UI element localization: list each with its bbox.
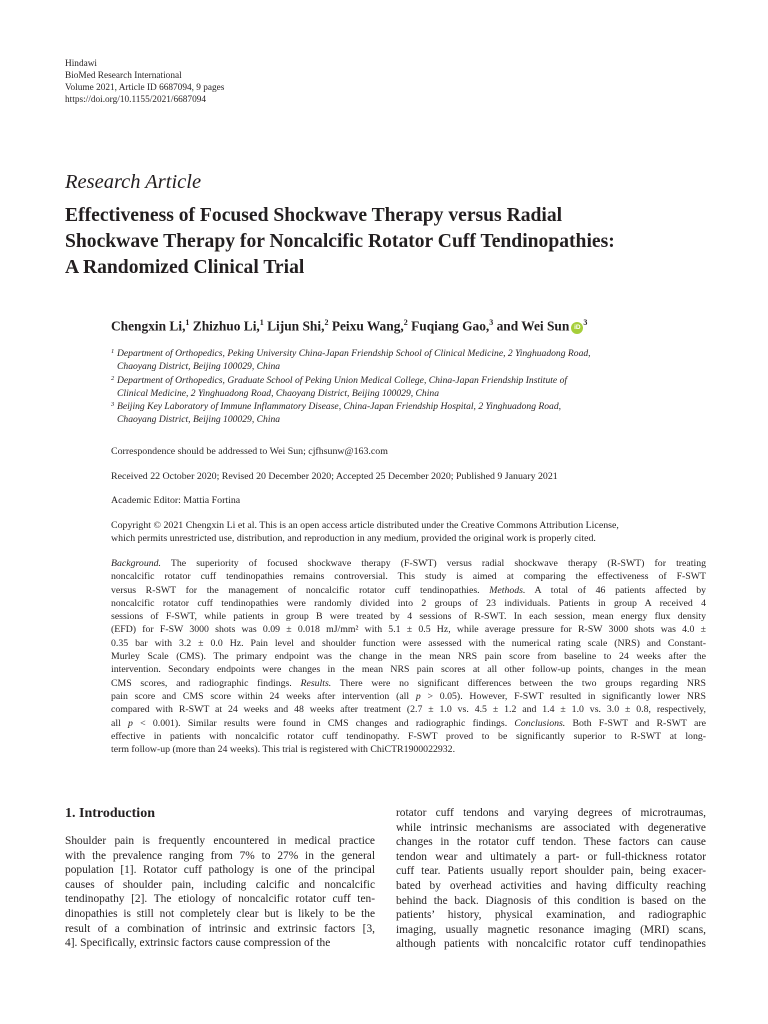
body-text-line: patients’ history, physical examination, and radiographic bbox=[396, 909, 706, 922]
body-text-line: behind the back. Diagnosis of this condition is based on the bbox=[396, 894, 706, 907]
affiliation-number: 3 bbox=[111, 401, 115, 409]
body-text-line: although patients with noncalcific rotator cuff tendinopathies bbox=[396, 938, 706, 951]
abstract bbox=[111, 557, 706, 756]
abstract-emphasis: Results. bbox=[300, 677, 332, 689]
body-column-right bbox=[396, 806, 706, 952]
title-line: Shockwave Therapy for Noncalcific Rotator Cuff Tendinopathies: bbox=[65, 231, 615, 252]
author-affil-sup: 1 bbox=[185, 318, 190, 327]
publication-dates: Received 22 October 2020; Revised 20 December 2020; Accepted 25 December 2020; Published 9 January 2021 bbox=[111, 471, 558, 482]
abstract-text: versus R-SWT for the management of noncalcific rotator cuff tendinopathies. bbox=[111, 584, 490, 596]
body-text-line: Shoulder pain is frequently encountered in medical practice bbox=[65, 835, 375, 847]
publisher-name: Hindawi bbox=[65, 59, 98, 69]
body-text-line: causes of shoulder pain, including calcific and noncalcific bbox=[65, 878, 375, 891]
article-title bbox=[65, 203, 725, 281]
copyright-notice bbox=[111, 519, 711, 546]
abstract-emphasis: Background. bbox=[111, 558, 161, 569]
affiliation-line: Department of Orthopedics, Peking University China-Japan Friendship School of Clinical Medicine, 2 Yinghuadong Road, bbox=[117, 348, 591, 359]
author-affil-sup: 2 bbox=[324, 318, 329, 327]
abstract-emphasis: p bbox=[415, 690, 421, 702]
copyright-line: which permits unrestricted use, distribution, and reproduction in any medium, provided the original work is properly cited. bbox=[111, 533, 596, 545]
author-name: Zhizhuo Li, bbox=[192, 318, 260, 334]
doi-link[interactable]: https://doi.org/10.1155/2021/6687094 bbox=[65, 95, 207, 105]
abstract-text: < 0.001). Similar results were found in CMS changes and radiographic findings. bbox=[132, 717, 515, 729]
body-text-line: tendon wear and ultimately a part- or full-thickness rotator bbox=[396, 850, 706, 863]
abstract-line bbox=[111, 650, 706, 663]
abstract-line bbox=[111, 717, 706, 730]
abstract-text: Both F-SWT and R-SWT are bbox=[565, 717, 706, 729]
abstract-text: sessions of F-SWT, while patients in group B were treated by 4 sessions of R-SWT. In each session, mean energy flux density bbox=[111, 611, 706, 623]
body-text-line: tendinopathy [2]. The etiology of noncalcific rotator cuff ten- bbox=[65, 893, 375, 906]
abstract-text: A total of 46 patients affected by bbox=[525, 584, 706, 596]
abstract-text: CMS scores, and radiographic findings. bbox=[111, 677, 301, 689]
article-type: Research Article bbox=[65, 171, 202, 193]
author-affil-sup: 1 bbox=[259, 318, 264, 327]
abstract-text: effective in patients with noncalcific rotator cuff tendinopathy. F-SWT proved to be significantly superior to R-SWT at long- bbox=[111, 730, 706, 742]
abstract-text: intervention. Secondary endpoints were changes in the mean NRS pain scores at all other follow-up points, changes in the mean bbox=[111, 664, 706, 676]
abstract-text: 0.35 bar with 3.2 ± 0.0 Hz. Pain level and shoulder function were assessed with the numerical rating scale (NRS) and Constant- bbox=[111, 637, 706, 649]
affiliation-line: Beijing Key Laboratory of Immune Inflammatory Disease, China-Japan Friendship Hospital, 2 Yinghuadong Road, bbox=[117, 401, 562, 413]
abstract-text: There were no significant differences between the two groups regarding NRS bbox=[331, 677, 706, 689]
author-name: Fuqiang Gao, bbox=[411, 318, 490, 334]
academic-editor: Academic Editor: Mattia Fortina bbox=[111, 495, 241, 506]
journal-name: BioMed Research International bbox=[65, 71, 182, 81]
correspondence-note: Correspondence should be addressed to Wei Sun; cjfhsunw@163.com bbox=[111, 446, 388, 457]
volume-info: Volume 2021, Article ID 6687094, 9 pages bbox=[65, 83, 225, 93]
affiliation-line: Chaoyang District, Beijing 100029, China bbox=[117, 414, 281, 426]
section-heading: 1. Introduction bbox=[65, 806, 155, 821]
body-text-line: with the prevalence ranging from 7% to 27% in the general bbox=[65, 849, 375, 862]
abstract-text: Murley Scale (CMS). The primary endpoint was the change in the mean NRS pain score from baseline to 24 weeks after the bbox=[111, 651, 706, 663]
affiliation-line: Clinical Medicine, 2 Yinghuadong Road, Chaoyang District, Beijing 100029, China bbox=[117, 387, 439, 399]
abstract-text: pain score and CMS score within 24 weeks after intervention (all bbox=[111, 690, 416, 702]
affiliations bbox=[111, 347, 691, 427]
title-line: Effectiveness of Focused Shockwave Therapy versus Radial bbox=[65, 205, 563, 226]
orcid-icon[interactable]: iD bbox=[571, 322, 583, 334]
abstract-line bbox=[111, 677, 706, 690]
body-text-line: 4]. Specifically, extrinsic factors cause compression of the bbox=[65, 937, 331, 950]
affiliation bbox=[111, 374, 691, 401]
author-name: and Wei Sun bbox=[496, 318, 570, 334]
body-text-line: bated by overhead activities and having difficulty reaching bbox=[396, 879, 706, 892]
body-text-line: dinopathies is still not completely clear but is likely to be the bbox=[65, 907, 375, 920]
affiliation-number: 2 bbox=[111, 374, 115, 382]
title-line: A Randomized Clinical Trial bbox=[65, 257, 305, 278]
author-affil-sup: 3 bbox=[489, 318, 494, 327]
body-text-line: rotator cuff tendons and varying degrees of microtraumas, bbox=[396, 807, 706, 819]
body-column-left bbox=[65, 806, 375, 951]
body-text-line: cuff tear. Patients usually report shoulder pain, being exacer- bbox=[396, 865, 706, 878]
author-affil-sup: 2 bbox=[403, 318, 408, 327]
abstract-text: noncalcific rotator cuff tendinopathies remains controversial. This study is aimed at comparing the effectiveness of F-SWT bbox=[111, 571, 706, 583]
affiliation bbox=[111, 400, 691, 427]
intro-paragraph-continued bbox=[396, 806, 706, 952]
abstract-text: term follow-up (more than 24 weeks). This trial is registered with ChiCTR1900022932. bbox=[111, 744, 456, 756]
abstract-emphasis: Methods. bbox=[489, 584, 526, 596]
abstract-line bbox=[111, 584, 706, 597]
abstract-line bbox=[111, 570, 706, 583]
body-text-line: while intrinsic mechanisms are associated with degenerative bbox=[396, 821, 706, 834]
abstract-text: all bbox=[111, 717, 129, 729]
author-list bbox=[111, 318, 587, 334]
copyright-line: Copyright © 2021 Chengxin Li et al. This is an open access article distributed under the Creative Commons Attribution License, bbox=[111, 520, 619, 531]
abstract-line bbox=[111, 597, 706, 610]
abstract-text: (EFD) for F-SW 3000 shots was 0.09 ± 0.018 mJ/mm² with 5.1 ± 0.5 Hz, while average pressure for R-SW 3000 shots was 4.0 ± bbox=[111, 624, 706, 636]
abstract-line bbox=[111, 730, 706, 743]
body-text-line: imaging, usually magnetic resonance imaging (MRI) scans, bbox=[396, 923, 706, 936]
affiliation-line: Chaoyang District, Beijing 100029, China bbox=[117, 361, 281, 373]
body-text-line: population [1]. Rotator cuff pathology is one of the principal bbox=[65, 864, 375, 877]
abstract-line bbox=[111, 623, 706, 636]
intro-paragraph bbox=[65, 834, 375, 951]
abstract-text: noncalcific rotator cuff tendinopathies were randomly divided into 2 groups of 23 individuals. Patients in group A received 4 bbox=[111, 597, 706, 609]
abstract-text: compared with R-SWT at 24 weeks and 48 weeks after treatment (2.7 ± 1.0 vs. 4.5 ± 1.2 and 1.4 ± 1.0 vs. 3.0 ± 0.8, respectively, bbox=[111, 704, 706, 716]
abstract-text: > 0.05). However, F-SWT resulted in significantly lower NRS bbox=[420, 690, 706, 702]
affiliation-line: Department of Orthopedics, Graduate School of Peking Union Medical College, China-Japan Friendship Institute of bbox=[117, 374, 568, 386]
abstract-line bbox=[111, 690, 706, 703]
body-text-line: changes in the rotator cuff tendon. These factors can cause bbox=[396, 836, 706, 849]
affiliation bbox=[111, 347, 691, 374]
author-name: Peixu Wang, bbox=[331, 318, 404, 334]
abstract-emphasis: Conclusions. bbox=[514, 717, 566, 729]
abstract-line bbox=[111, 610, 706, 623]
abstract-line bbox=[111, 703, 706, 716]
abstract-line bbox=[111, 557, 706, 570]
body-text-line: result of a combination of intrinsic and extrinsic factors [3, bbox=[65, 922, 375, 935]
journal-masthead bbox=[65, 58, 224, 106]
abstract-line bbox=[111, 637, 706, 650]
abstract-line bbox=[111, 743, 706, 756]
author-affil-sup: 3 bbox=[583, 318, 588, 327]
abstract-text: The superiority of focused shockwave therapy (F-SWT) versus radial shockwave therapy (R-SWT) for treating bbox=[160, 558, 706, 569]
abstract-emphasis: p bbox=[128, 717, 133, 729]
affiliation-number: 1 bbox=[111, 348, 115, 355]
abstract-line bbox=[111, 663, 706, 676]
author-name: Lijun Shi, bbox=[267, 318, 325, 334]
author-name: Chengxin Li, bbox=[111, 318, 186, 334]
